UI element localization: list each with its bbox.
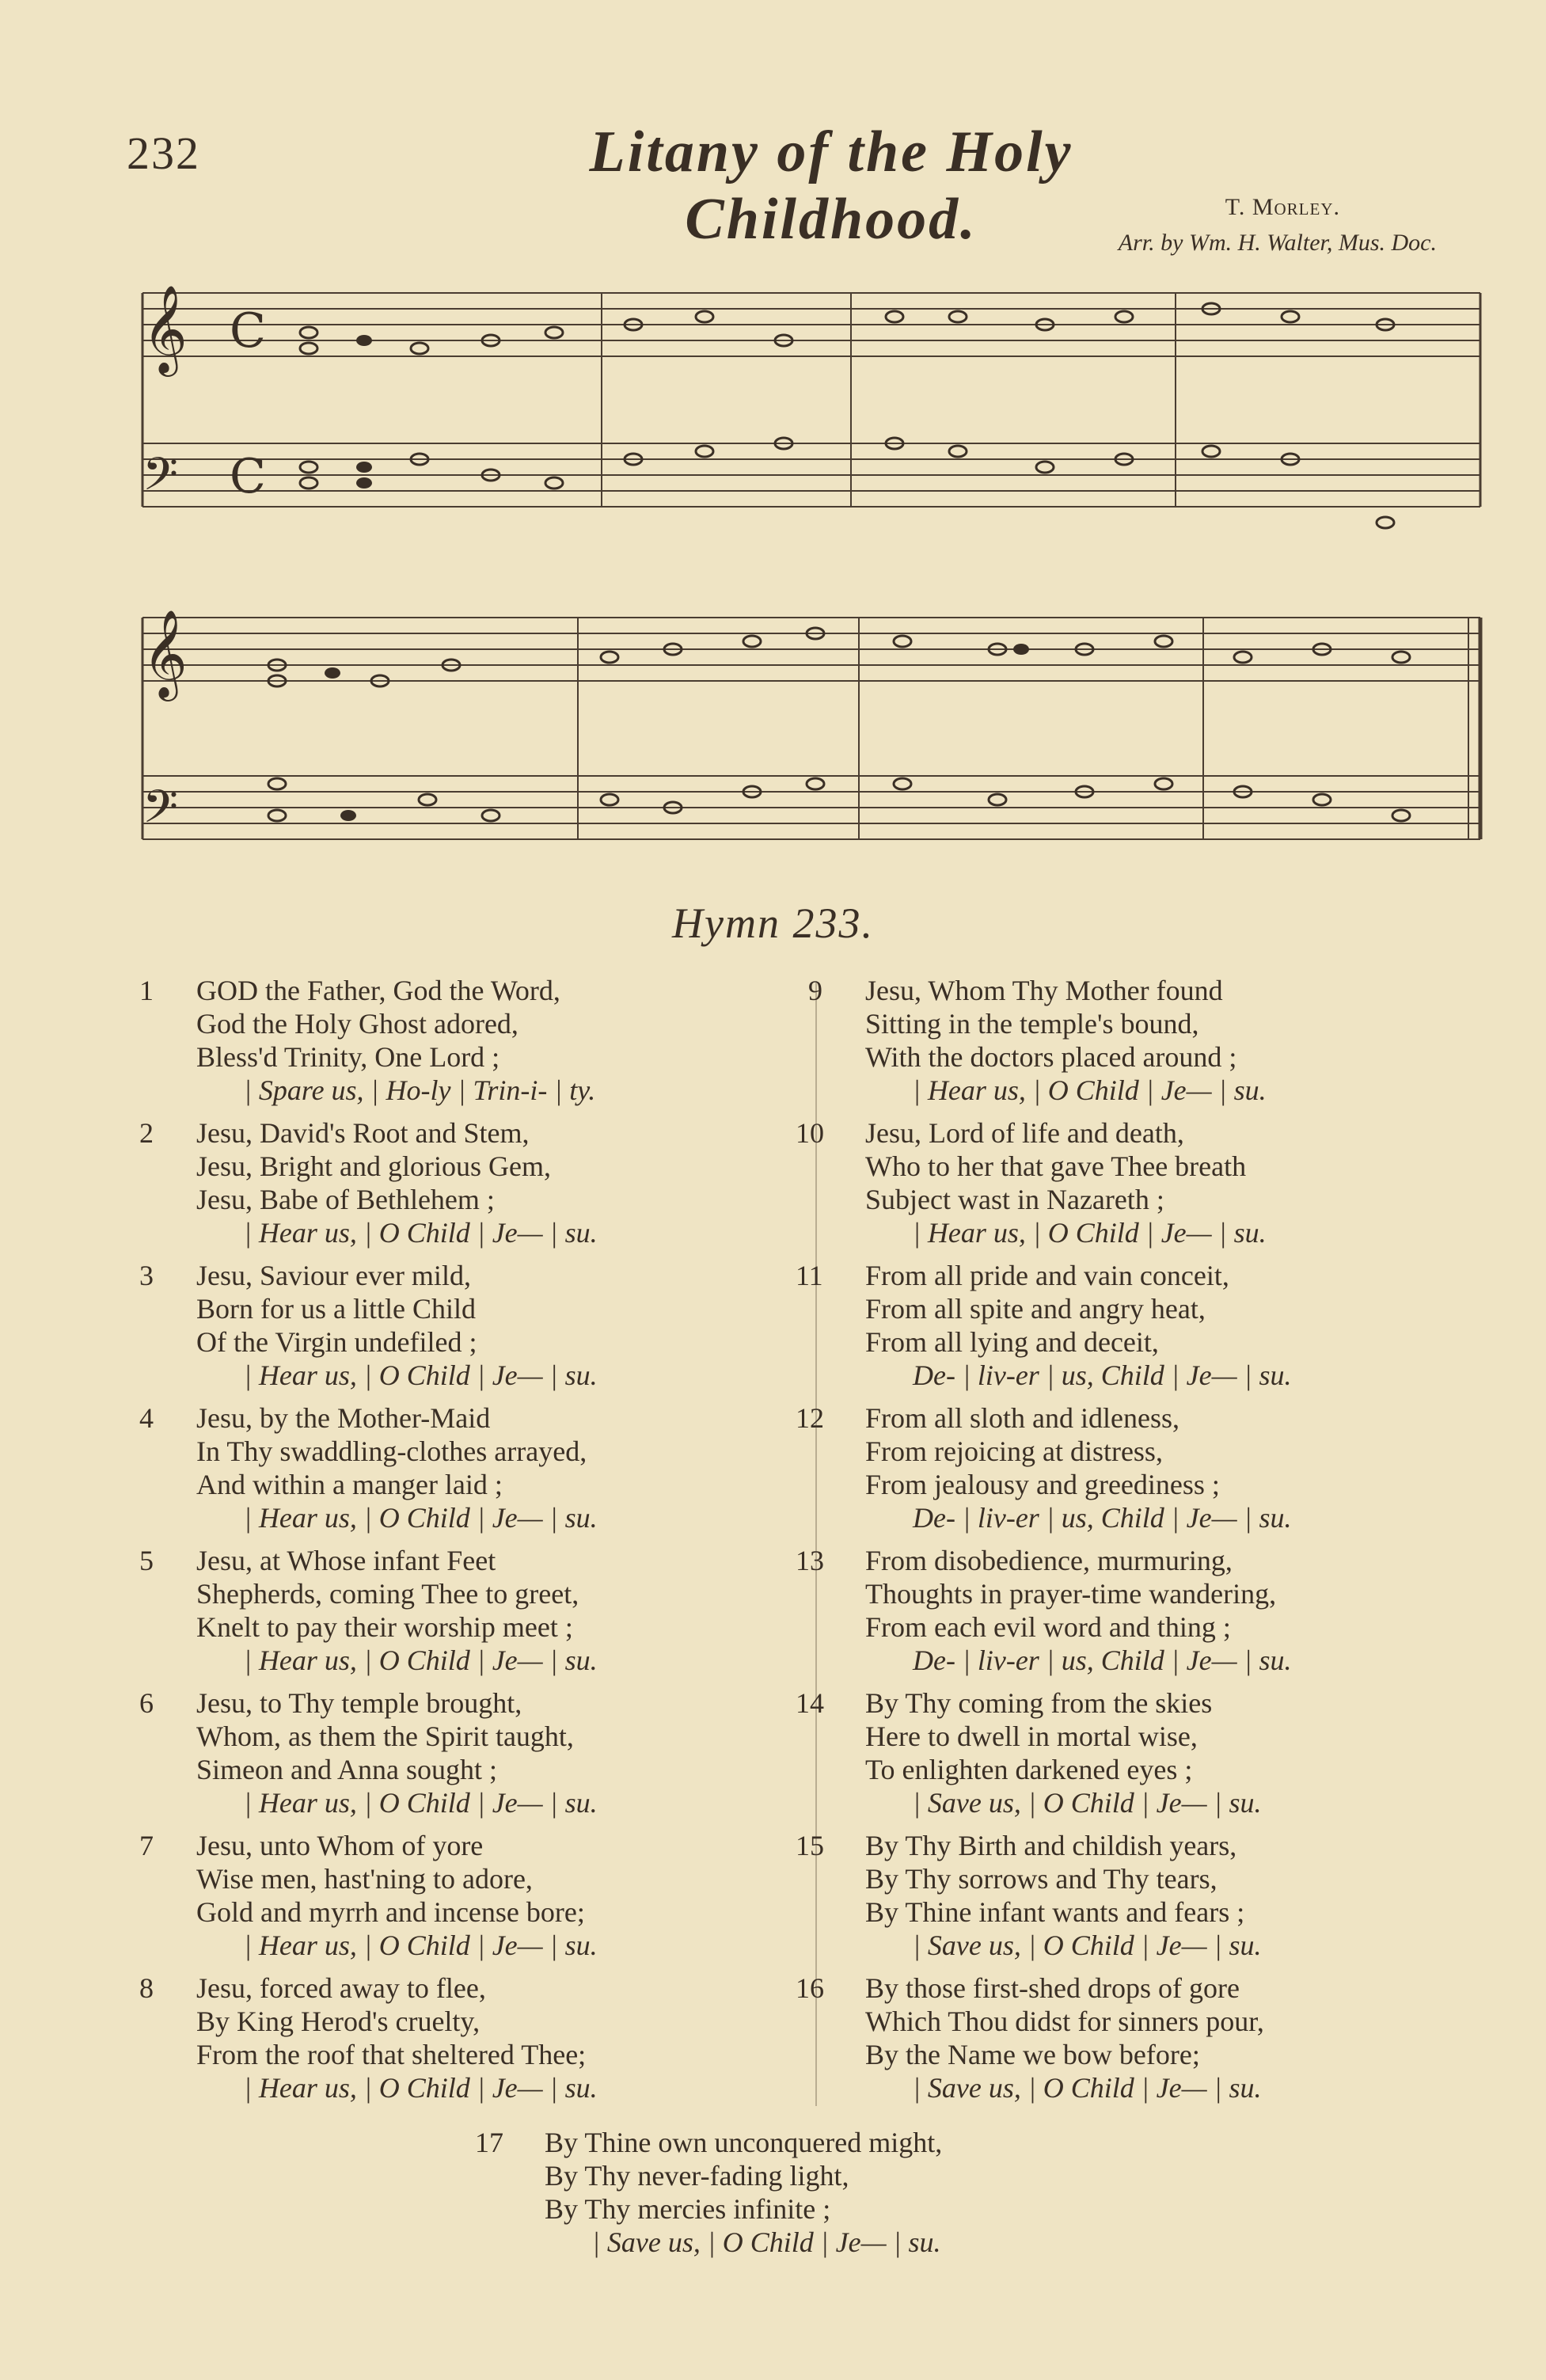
verse-refrain: | Save us, | O Child | Je— | su. — [913, 1929, 1262, 1961]
verse-number: 15 — [796, 1830, 824, 1861]
verse-line: By those first-shed drops of gore — [865, 1972, 1240, 2004]
verse-number: 4 — [139, 1402, 154, 1434]
verse-number: 7 — [139, 1830, 154, 1861]
verse — [796, 1401, 1476, 1534]
verse-line: By Thy coming from the skies — [865, 1687, 1213, 1719]
verse — [139, 1544, 807, 1677]
verse-line: Jesu, by the Mother-Maid — [196, 1402, 491, 1434]
verse — [796, 1544, 1476, 1677]
verse-refrain: | Hear us, | O Child | Je— | su. — [244, 1359, 598, 1391]
page-title: Litany of the Holy Childhood. — [589, 120, 1073, 252]
verse-line: Which Thou didst for sinners pour, — [865, 2006, 1264, 2037]
final-verse — [475, 2126, 1156, 2268]
verses-right-column — [796, 974, 1476, 2114]
verse — [139, 1686, 807, 1819]
verse-line: By Thy sorrows and Thy tears, — [865, 1863, 1217, 1895]
verse-number: 1 — [139, 975, 154, 1006]
verse-refrain: | Save us, | O Child | Je— | su. — [913, 2072, 1262, 2104]
verse-line: From all pride and vain conceit, — [865, 1260, 1229, 1291]
verse-line: Jesu, to Thy temple brought, — [196, 1687, 522, 1719]
page-number: 232 — [127, 127, 200, 179]
verse-line: By Thy mercies infinite ; — [545, 2193, 831, 2225]
svg-text:𝄢: 𝄢 — [142, 447, 179, 512]
verse-number: 12 — [796, 1402, 824, 1434]
verse — [796, 1971, 1476, 2104]
verse — [139, 1401, 807, 1534]
verse-line: Here to dwell in mortal wise, — [865, 1720, 1198, 1752]
verse-line: Shepherds, coming Thee to greet, — [196, 1578, 579, 1610]
verse-number: 9 — [808, 975, 822, 1006]
verse-line: Subject wast in Nazareth ; — [865, 1184, 1164, 1215]
verse — [139, 1116, 807, 1249]
verse-line: Whom, as them the Spirit taught, — [196, 1720, 574, 1752]
verse-line: Jesu, David's Root and Stem, — [196, 1117, 530, 1149]
verse-refrain: De- | liv-er | us, Child | Je— | su. — [913, 1502, 1292, 1534]
verse-line: From the roof that sheltered Thee; — [196, 2039, 587, 2070]
verse-line: GOD the Father, God the Word, — [196, 975, 560, 1006]
svg-text:𝄞: 𝄞 — [142, 284, 188, 373]
verse-line: Jesu, unto Whom of yore — [196, 1830, 484, 1861]
verse-line: By King Herod's cruelty, — [196, 2006, 481, 2037]
verse-refrain: | Hear us, | O Child | Je— | su. — [244, 1502, 598, 1534]
verse-refrain: | Hear us, | O Child | Je— | su. — [244, 1929, 598, 1961]
verse-line: Gold and myrrh and incense bore; — [196, 1896, 585, 1928]
verse — [796, 1259, 1476, 1392]
verse-line: By the Name we bow before; — [865, 2039, 1200, 2070]
svg-text:C: C — [230, 449, 266, 504]
verse-line: By Thy Birth and childish years, — [865, 1830, 1237, 1861]
verse-number: 17 — [475, 2127, 503, 2158]
verse — [475, 2126, 1156, 2259]
verse-refrain: De- | liv-er | us, Child | Je— | su. — [913, 1359, 1292, 1391]
verse-line: Jesu, Babe of Bethlehem ; — [196, 1184, 495, 1215]
verse-line: Jesu, Saviour ever mild, — [196, 1260, 471, 1291]
music-score-system-1 — [119, 261, 1496, 546]
verse-refrain: | Hear us, | O Child | Je— | su. — [913, 1074, 1267, 1106]
verse-refrain: | Save us, | O Child | Je— | su. — [913, 1787, 1262, 1819]
verse-line: And within a manger laid ; — [196, 1469, 503, 1500]
verses-left-column — [139, 974, 807, 2114]
verse-line: Jesu, at Whose infant Feet — [196, 1545, 496, 1576]
verse-line: From rejoicing at distress, — [865, 1435, 1163, 1467]
verse-refrain: | Hear us, | O Child | Je— | su. — [244, 1644, 598, 1676]
verse-line: By Thy never-fading light, — [545, 2160, 849, 2192]
verse-line: Bless'd Trinity, One Lord ; — [196, 1041, 500, 1073]
verse-line: With the doctors placed around ; — [865, 1041, 1237, 1073]
verse-number: 10 — [796, 1117, 824, 1149]
verse-refrain: | Hear us, | O Child | Je— | su. — [913, 1217, 1267, 1249]
verse-line: From disobedience, murmuring, — [865, 1545, 1233, 1576]
verse-number: 5 — [139, 1545, 154, 1576]
verse-line: Jesu, forced away to flee, — [196, 1972, 486, 2004]
verse-line: From all lying and deceit, — [865, 1326, 1159, 1358]
verse-refrain: | Hear us, | O Child | Je— | su. — [244, 1217, 598, 1249]
verse-line: From each evil word and thing ; — [865, 1611, 1231, 1643]
verse-line: Knelt to pay their worship meet ; — [196, 1611, 573, 1643]
verse-line: Jesu, Bright and glorious Gem, — [196, 1150, 551, 1182]
verse-line: Who to her that gave Thee breath — [865, 1150, 1247, 1182]
verse-number: 6 — [139, 1687, 154, 1719]
verse-number: 13 — [796, 1545, 824, 1576]
verse-number: 16 — [796, 1972, 824, 2004]
verse-refrain: De- | liv-er | us, Child | Je— | su. — [913, 1644, 1292, 1676]
verse-number: 11 — [796, 1260, 823, 1291]
verse — [139, 1829, 807, 1962]
verse-number: 8 — [139, 1972, 154, 2004]
arranger-credit: Arr. by Wm. H. Walter, Mus. Doc. — [1118, 230, 1437, 256]
verse-line: From jealousy and greediness ; — [865, 1469, 1220, 1500]
verse-number: 14 — [796, 1687, 824, 1719]
verse — [796, 1116, 1476, 1249]
verse — [139, 974, 807, 1107]
verse — [139, 1971, 807, 2104]
verse-line: To enlighten darkened eyes ; — [865, 1754, 1193, 1785]
verse-refrain: | Hear us, | O Child | Je— | su. — [244, 1787, 598, 1819]
verse-refrain: | Spare us, | Ho-ly | Trin-i- | ty. — [244, 1074, 596, 1106]
verse-line: Simeon and Anna sought ; — [196, 1754, 497, 1785]
verse-line: Born for us a little Child — [196, 1293, 476, 1325]
verse-number: 2 — [139, 1117, 154, 1149]
verse-line: Jesu, Whom Thy Mother found — [865, 975, 1223, 1006]
svg-text:𝄞: 𝄞 — [142, 609, 188, 698]
verse-refrain: | Hear us, | O Child | Je— | su. — [244, 2072, 598, 2104]
svg-text:C: C — [230, 303, 266, 359]
verse-line: God the Holy Ghost adored, — [196, 1008, 518, 1040]
verse-number: 3 — [139, 1260, 154, 1291]
verse-line: By Thine own unconquered might, — [545, 2127, 943, 2158]
verse-line: Thoughts in prayer-time wandering, — [865, 1578, 1277, 1610]
svg-text:𝄢: 𝄢 — [142, 780, 179, 845]
verse-line: Wise men, hast'ning to adore, — [196, 1863, 533, 1895]
verse-refrain: | Save us, | O Child | Je— | su. — [592, 2226, 941, 2258]
verse-line: From all spite and angry heat, — [865, 1293, 1206, 1325]
verse — [796, 1829, 1476, 1962]
verse-line: Sitting in the temple's bound, — [865, 1008, 1199, 1040]
verse-line: From all sloth and idleness, — [865, 1402, 1179, 1434]
verse-line: Of the Virgin undefiled ; — [196, 1326, 477, 1358]
music-score-system-2 — [119, 586, 1496, 887]
hymn-title: Hymn 233. — [672, 899, 874, 947]
verse — [796, 1686, 1476, 1819]
composer-credit: T. Morley. — [1225, 194, 1340, 220]
verse — [139, 1259, 807, 1392]
verse-line: In Thy swaddling-clothes arrayed, — [196, 1435, 587, 1467]
verse-line: By Thine infant wants and fears ; — [865, 1896, 1245, 1928]
verse-line: Jesu, Lord of life and death, — [865, 1117, 1184, 1149]
verse — [808, 974, 1476, 1107]
